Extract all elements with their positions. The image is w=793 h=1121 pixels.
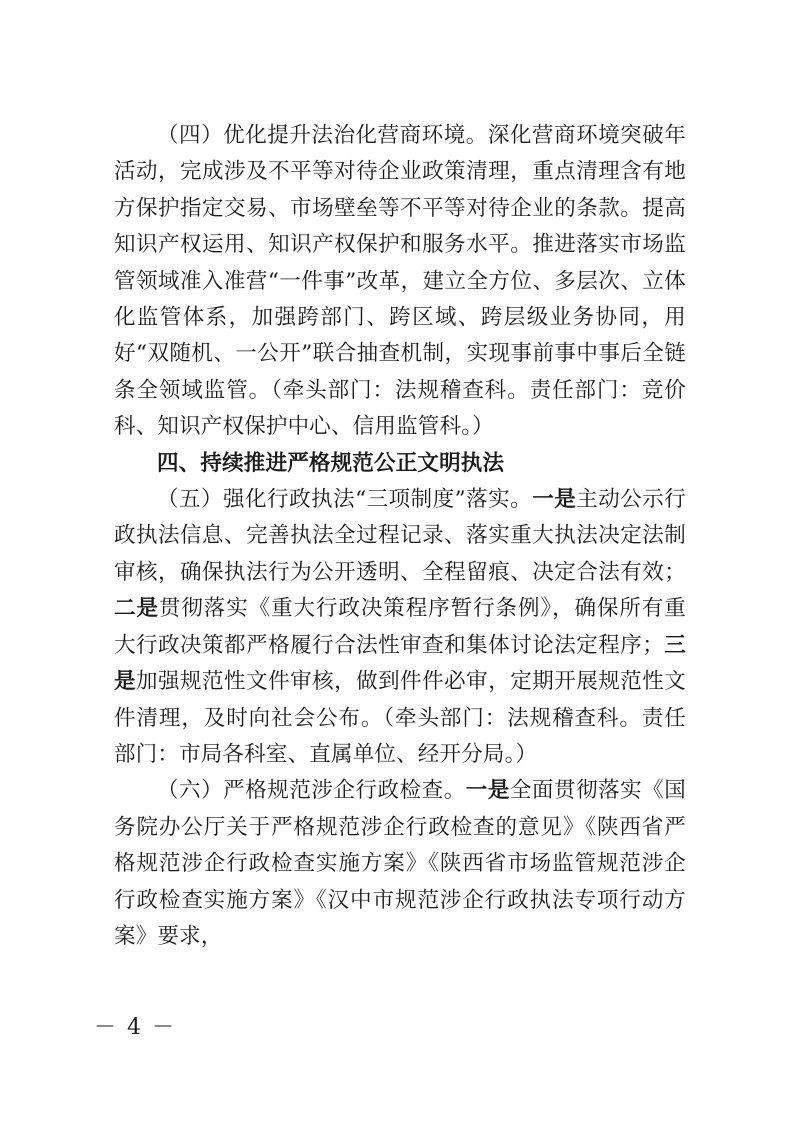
- paragraph-5: [114, 482, 686, 773]
- paragraph-6: [114, 773, 686, 955]
- emphasis-text: 四、持续推进严格规范公正文明执法: [157, 450, 505, 476]
- emphasis-text: 二是: [114, 596, 159, 622]
- paragraph-4: [114, 118, 686, 446]
- emphasis-text: 三是: [114, 632, 686, 695]
- section-heading-4: [114, 446, 686, 482]
- page-number: － 4 －: [94, 1015, 176, 1040]
- paragraph-text: 加强规范性文件审核，做到件件必审，定期开展规范性文件清理，及时向社会公布。（牵头部门：法规稽查科。责任部门：市局各科室、直属单位、经开分局。）: [114, 669, 686, 767]
- paragraph-text: 主动公示行政执法信息、完善执法全过程记录、落实重大执法决定法制审核，确保执法行为公开透明、全程留痕、决定合法有效；: [114, 487, 686, 585]
- paragraph-text: （四）优化提升法治化营商环境。深化营商环境突破年活动，完成涉及不平等对待企业政策清理，重点清理含有地方保护指定交易、市场壁垒等不平等对待企业的条款。提高知识产权运用、知识产权保护和服务水平。推进落实市场监管领域准入准营“一件事”改革，建立全方位、多层次、立体化监管体系，加强跨部门、跨区域、跨层级业务协同，用好“双随机、一公开”联合抽查机制，实现事前事中事后全链条全领域监管。（牵头部门：法规稽查科。责任部门：竞价科、知识产权保护中心、信用监管科。）: [114, 123, 686, 440]
- paragraph-text: （六）严格规范涉企行政检查。: [157, 778, 466, 804]
- paragraph-text: （五）强化行政执法“三项制度”落实。: [157, 487, 533, 513]
- emphasis-text: 一是: [532, 487, 577, 513]
- document-body: [114, 118, 686, 955]
- emphasis-text: 一是: [465, 778, 510, 804]
- paragraph-text: 全面贯彻落实《国务院办公厅关于严格规范涉企行政检查的意见》《陕西省严格规范涉企行政检查实施方案》《陕西省市场监管规范涉企行政检查实施方案》《汉中市规范涉企行政执法专项行动方案》要求，: [114, 778, 686, 949]
- paragraph-text: 贯彻落实《重大行政决策程序暂行条例》，确保所有重大行政决策都严格履行合法性审查和集体讨论法定程序；: [114, 596, 686, 658]
